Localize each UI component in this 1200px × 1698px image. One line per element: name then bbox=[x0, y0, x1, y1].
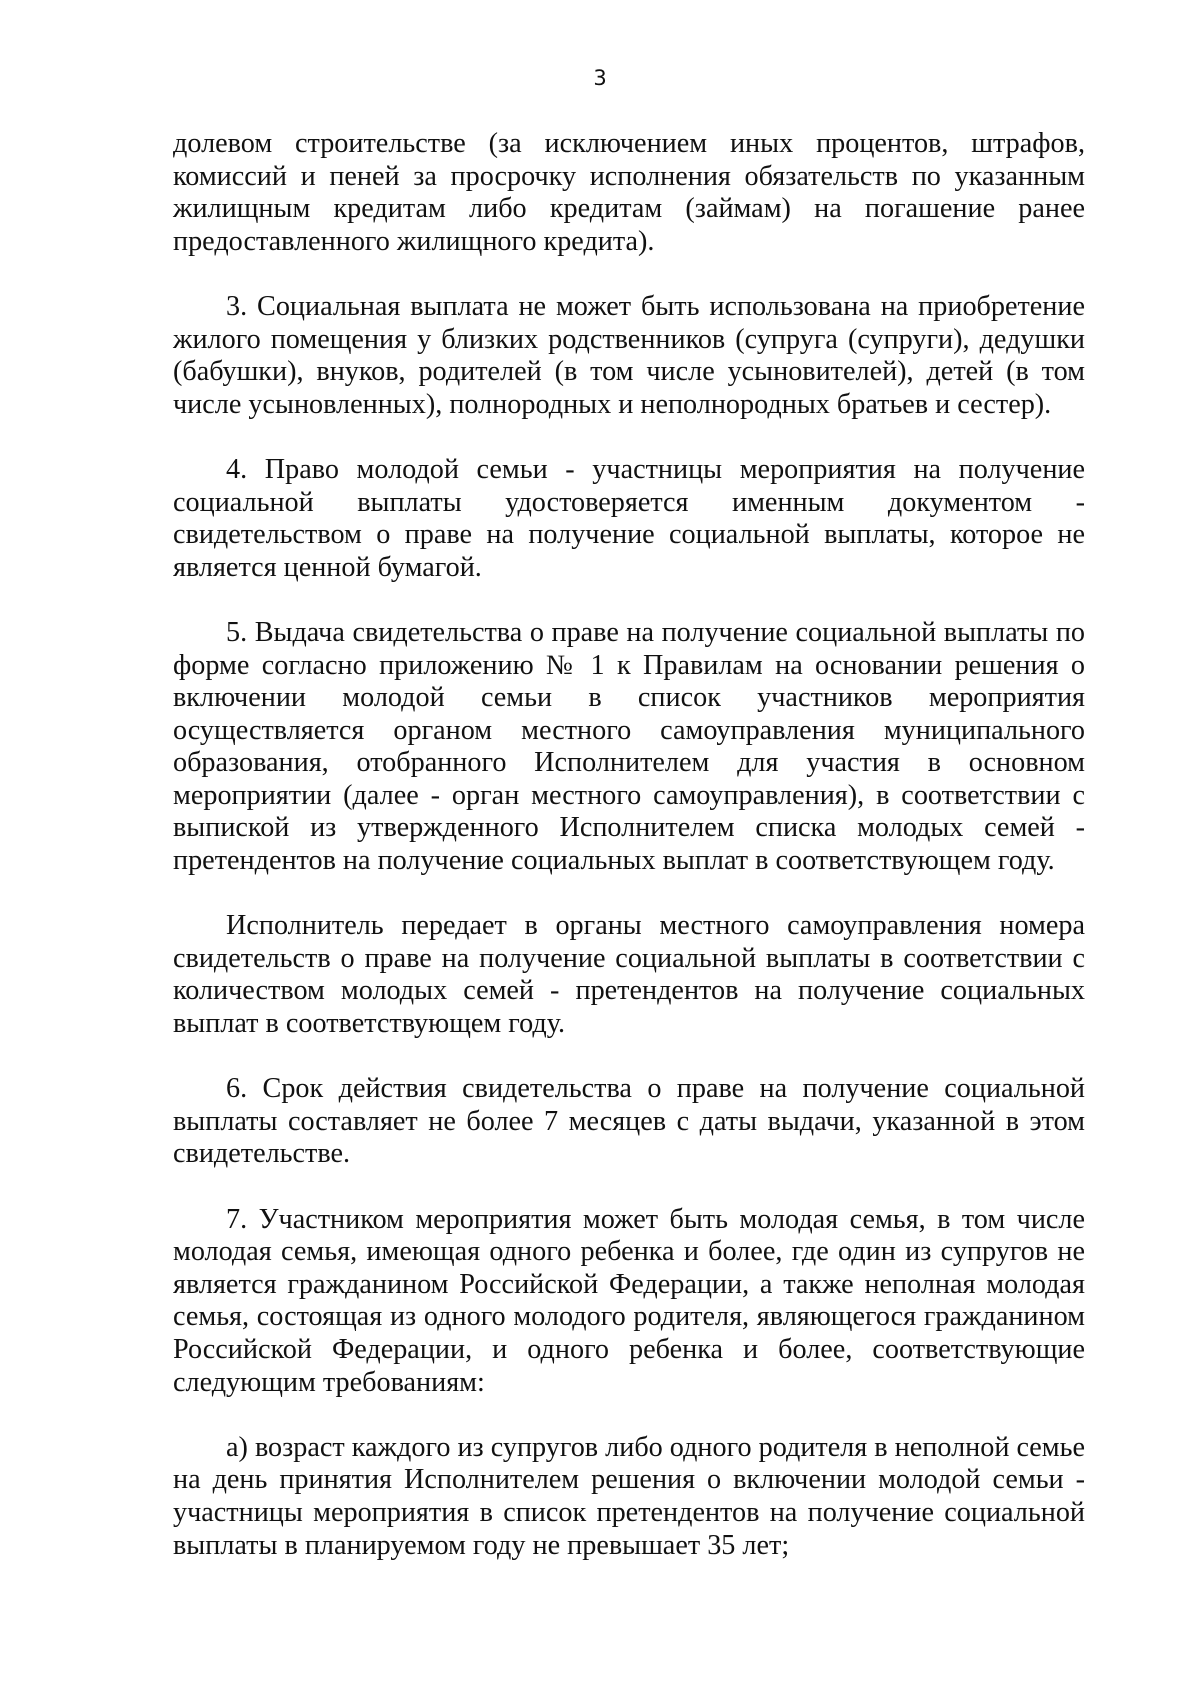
paragraph-item-3: 3. Социальная выплата не может быть использована на приобретение жилого помещения у близких родственников (супруга (супруги), дедушки (бабушки), внуков, родителей (в том числе усыновителей), детей (в том числе усыновленных), полнородных и неполнородных братьев и сестер). bbox=[173, 290, 1085, 420]
page-number: 3 bbox=[593, 66, 607, 90]
paragraph-item-7: 7. Участником мероприятия может быть молодая семья, в том числе молодая семья, имеющая одного ребенка и более, где один из супругов не является гражданином Российской Федерации, а также неполная молодая семья, состоящая из одного молодого родителя, являющегося гражданином Российской Федерации, и одного ребенка и более, соответствующие следующим требованиям: bbox=[173, 1203, 1085, 1398]
paragraph-item-6: 6. Срок действия свидетельства о праве на получение социальной выплаты составляет не более 7 месяцев с даты выдачи, указанной в этом свидетельстве. bbox=[173, 1073, 1085, 1170]
paragraph-continuation: долевом строительстве (за исключением иных процентов, штрафов, комиссий и пеней за просрочку исполнения обязательств по указанным жилищным кредитам либо кредитам (займам) на погашение ранее предоставленного жилищного кредита). bbox=[173, 128, 1085, 257]
paragraph-item-4: 4. Право молодой семьи - участницы мероприятия на получение социальной выплаты удостоверяется именным документом - свидетельством о праве на получение социальной выплаты, которое не является ценной бумагой. bbox=[173, 453, 1085, 583]
paragraph-executor-transfer: Исполнитель передает в органы местного самоуправления номера свидетельств о праве на получение социальной выплаты в соответствии с количеством молодых семей - претендентов на получение социальных выплат в соответствующем году. bbox=[173, 910, 1085, 1040]
document-body bbox=[173, 128, 1085, 1595]
paragraph-item-5: 5. Выдача свидетельства о праве на получение социальной выплаты по форме согласно приложению № 1 к Правилам на основании решения о включении молодой семьи в список участников мероприятия осуществляется органом местного самоуправления муниципального образования, отобранного Исполнителем для участия в основном мероприятии (далее - орган местного самоуправления), в соответствии с выпиской из утвержденного Исполнителем списка молодых семей - претендентов на получение социальных выплат в соответствующем году. bbox=[173, 616, 1085, 877]
paragraph-item-7a: а) возраст каждого из супругов либо одного родителя в неполной семье на день принятия Исполнителем решения о включении молодой семьи - участницы мероприятия в список претендентов на получение социальной выплаты в планируемом году не превышает 35 лет; bbox=[173, 1431, 1086, 1561]
